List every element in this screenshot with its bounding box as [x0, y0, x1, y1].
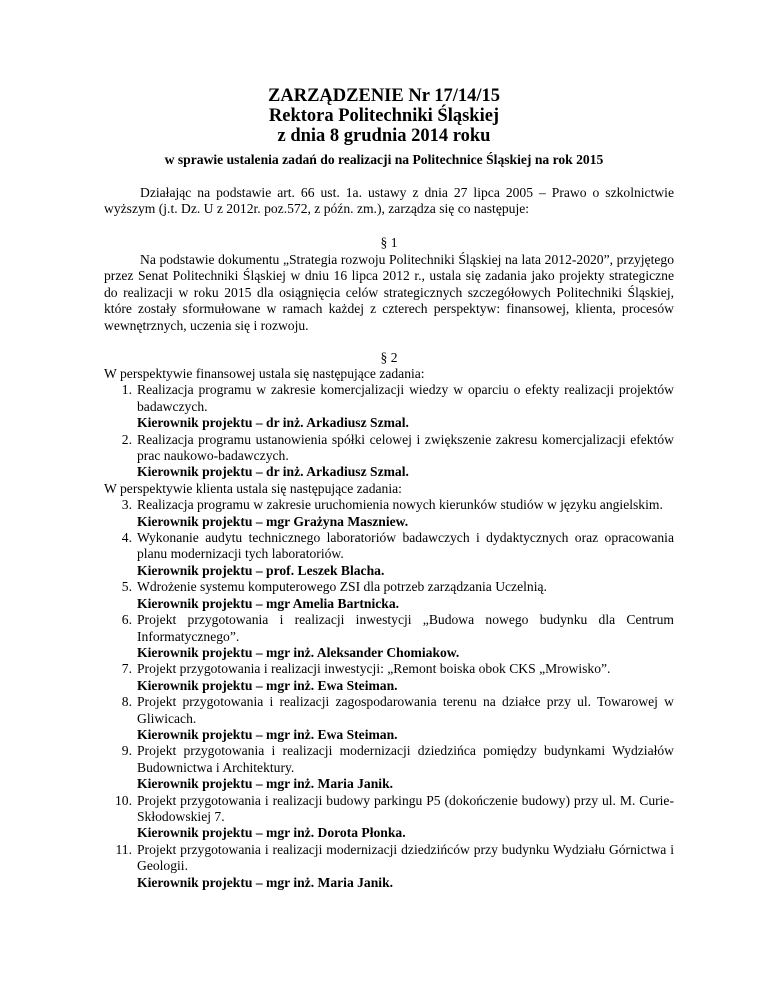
task-lead: Kierownik projektu – mgr inż. Maria Janik. [137, 874, 394, 890]
task-item [104, 661, 674, 694]
task-description: Realizacja programu w zakresie komercjalizacji wiedzy w oparciu o efekty realizacji projektów badawczych. [137, 382, 674, 414]
task-item [104, 842, 674, 891]
section-1-heading: § 1 [380, 235, 398, 250]
financial-perspective-intro: W perspektywie finansowej ustala się następujące zadania: [104, 366, 425, 381]
task-item [104, 382, 674, 431]
task-item [104, 793, 674, 842]
task-description: Projekt przygotowania i realizacji modernizacji dziedzińca pomiędzy budynkami Wydziałów Budownictwa i Architektury. [137, 743, 674, 775]
task-lead: Kierownik projektu – mgr Grażyna Maszniew. [137, 513, 409, 529]
task-description: Projekt przygotowania i realizacji inwestycji „Budowa nowego budynku dla Centrum Informatycznego”. [137, 612, 674, 644]
task-number: 2. [121, 431, 132, 447]
task-item [104, 743, 674, 792]
task-number: 8. [121, 694, 132, 710]
client-perspective-intro: W perspektywie klienta ustala się następujące zadania: [104, 480, 402, 496]
task-lead: Kierownik projektu – dr inż. Arkadiusz Szmal. [137, 415, 409, 431]
task-lead: Kierownik projektu – mgr inż. Aleksander Chomiakow. [137, 644, 460, 660]
task-description: Projekt przygotowania i realizacji budowy parkingu P5 (dokończenie budowy) przy ul. M. Curie-Skłodowskiej 7. [137, 792, 674, 824]
task-item [104, 694, 674, 743]
task-number: 4. [121, 530, 132, 546]
task-number: 1. [121, 382, 132, 398]
preamble-paragraph: Działając na podstawie art. 66 ust. 1a. ustawy z dnia 27 lipca 2005 – Prawo o szkolnictwie wyższym (j.t. Dz. U z 2012r. poz.572, z późn. zm.), zarządza się co następuje: [104, 185, 674, 217]
task-lead: Kierownik projektu – dr inż. Arkadiusz Szmal. [137, 464, 409, 480]
task-number: 10. [115, 792, 132, 808]
task-number: 6. [121, 612, 132, 628]
task-description: Projekt przygotowania i realizacji zagospodarowania terenu na działce przy ul. Towarowej w Gliwicach. [137, 694, 674, 726]
task-description: Realizacja programu w zakresie uruchomienia nowych kierunków studiów w języku angielskim. [137, 497, 663, 513]
task-number: 3. [121, 497, 132, 513]
task-item [104, 579, 674, 612]
task-item [104, 432, 674, 481]
task-number: 5. [121, 579, 132, 595]
task-item [104, 497, 674, 530]
task-description: Wykonanie audytu technicznego laboratoriów badawczych i dydaktycznych oraz opracowania planu modernizacji tych laboratoriów. [137, 530, 674, 562]
task-item [104, 612, 674, 661]
task-item [104, 530, 674, 579]
task-lead: Kierownik projektu – mgr inż. Maria Janik. [137, 776, 394, 792]
task-lead: Kierownik projektu – prof. Leszek Blacha. [137, 562, 385, 578]
task-lead: Kierownik projektu – mgr inż. Ewa Steiman. [137, 726, 398, 742]
task-description: Realizacja programu ustanowienia spółki celowej i zwiększenie zakresu komercjalizacji efektów prac naukowo-badawczych. [137, 431, 674, 464]
document-date: z dnia 8 grudnia 2014 roku [277, 126, 491, 146]
document-title: ZARZĄDZENIE Nr 17/14/15 [268, 86, 500, 106]
section-1-paragraph: Na podstawie dokumentu „Strategia rozwoju Politechniki Śląskiej na lata 2012-2020”, przyjętego przez Senat Politechniki Śląskiej w dniu 16 lipca 2012 r., ustala się zadania jako projekty strategiczne do realizacji w roku 2015 dla osiągnięcia celów strategicznych szczegółowych Politechniki Śląskiej, które zostały sformułowane w ramach każdej z czterech perspektyw: finansowej, klienta, procesów wewnętrznych, uczenia się i rozwoju. [104, 252, 674, 333]
task-number: 9. [121, 743, 132, 759]
task-lead: Kierownik projektu – mgr Amelia Bartnicka. [137, 595, 400, 611]
document-issuer: Rektora Politechniki Śląskiej [268, 106, 500, 126]
section-2-heading: § 2 [380, 350, 398, 365]
task-lead: Kierownik projektu – mgr inż. Ewa Steiman. [137, 677, 398, 693]
task-number: 11. [115, 841, 132, 857]
task-description: Wdrożenie systemu komputerowego ZSI dla potrzeb zarządzania Uczelnią. [137, 579, 547, 595]
document-subject: w sprawie ustalenia zadań do realizacji na Politechnice Śląskiej na rok 2015 [164, 152, 604, 167]
section-2-task-list [104, 366, 674, 891]
task-description: Projekt przygotowania i realizacji modernizacji dziedzińców przy budynku Wydziału Górnictwa i Geologii. [137, 841, 674, 874]
task-lead: Kierownik projektu – mgr inż. Dorota Płonka. [137, 825, 406, 841]
task-number: 7. [121, 661, 132, 677]
task-description: Projekt przygotowania i realizacji inwestycji: „Remont boiska obok CKS „Mrowisko”. [137, 661, 611, 677]
